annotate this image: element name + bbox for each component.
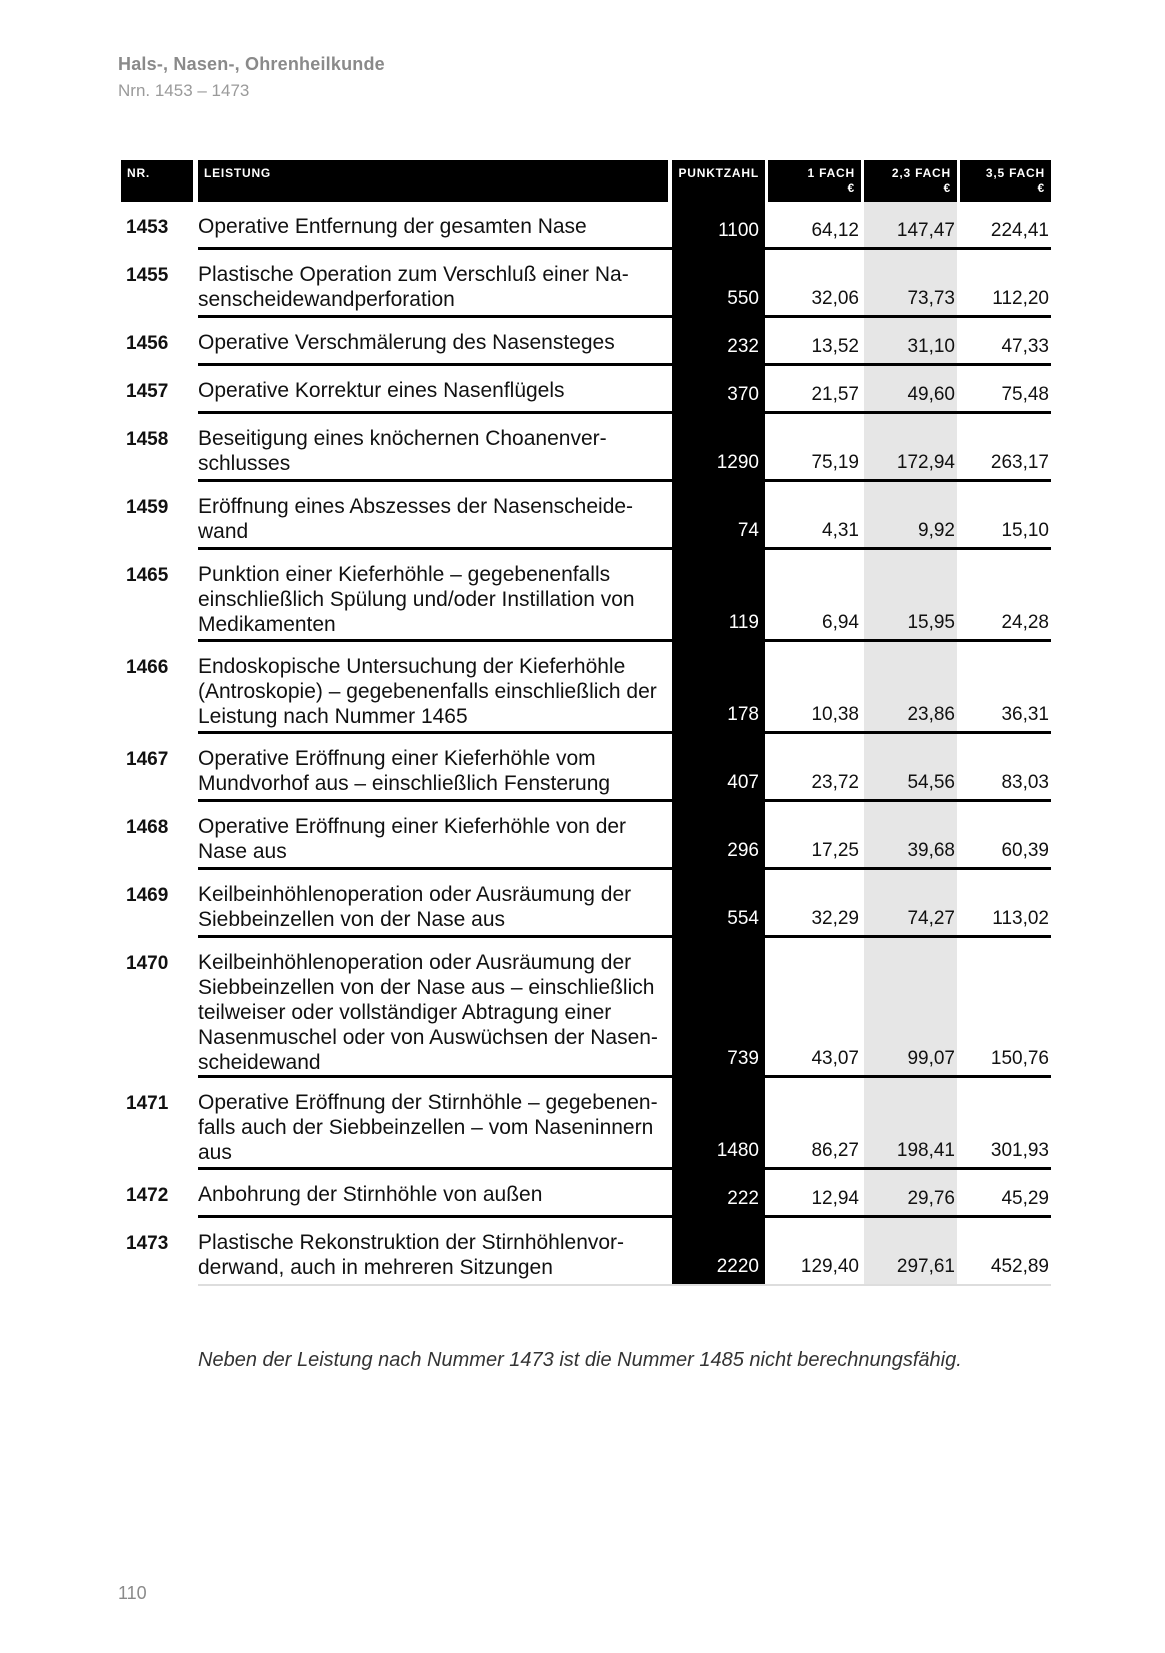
row-fach35-text: 263,17 <box>990 452 1049 473</box>
row-fach23 <box>864 202 957 250</box>
row-nr-text: 1465 <box>126 565 169 586</box>
table-body <box>121 202 1051 1286</box>
row-fach23 <box>864 870 957 938</box>
row-fach35 <box>960 938 1051 1078</box>
table-row <box>121 870 1051 938</box>
table-row <box>121 482 1051 550</box>
table-row <box>121 1078 1051 1170</box>
row-divider <box>198 1284 1051 1286</box>
row-fach1 <box>768 642 861 734</box>
row-punktzahl-text: 739 <box>727 1048 759 1069</box>
row-leistung-text: Operative Eröffnung einer Kieferhöhle von der Nase aus <box>198 815 627 863</box>
row-punktzahl <box>672 414 765 482</box>
row-leistung <box>198 734 668 802</box>
row-nr-text: 1468 <box>126 817 169 838</box>
row-fach35-text: 150,76 <box>990 1048 1049 1069</box>
row-punktzahl-text: 2220 <box>716 1256 759 1277</box>
row-fach1-text: 12,94 <box>811 1188 859 1209</box>
row-fach23 <box>864 414 957 482</box>
row-nr <box>121 642 193 734</box>
row-nr-text: 1453 <box>126 217 169 238</box>
row-fach35-text: 24,28 <box>1001 612 1049 633</box>
row-nr <box>121 938 193 1078</box>
row-nr-text: 1473 <box>126 1233 169 1254</box>
row-fach1 <box>768 366 861 414</box>
row-leistung-text: Plastische Rekonstruktion der Stirnhöhlenvor-derwand, auch in mehreren Sitzungen <box>198 1231 625 1279</box>
row-fach35 <box>960 414 1051 482</box>
row-fach23 <box>864 1170 957 1218</box>
row-leistung <box>198 1078 668 1170</box>
row-nr-text: 1467 <box>126 749 169 770</box>
col-header-fach35-label: 3,5 FACH <box>985 166 1045 180</box>
row-leistung-text: Keilbeinhöhlenoperation oder Ausräumung der Siebbeinzellen von der Nase aus – einschließlich teilweiser oder vollständiger Abtragung einer Nasenmuschel oder von Auswüchsen der Nasen-scheidewand <box>198 951 658 1074</box>
row-nr <box>121 318 193 366</box>
row-fach35 <box>960 1078 1051 1170</box>
row-fach35 <box>960 482 1051 550</box>
row-fach23-text: 297,61 <box>896 1256 955 1277</box>
row-leistung <box>198 642 668 734</box>
row-leistung <box>198 482 668 550</box>
row-punktzahl <box>672 734 765 802</box>
row-nr <box>121 482 193 550</box>
row-fach23 <box>864 250 957 318</box>
col-header-fach1-currency: € <box>847 181 855 195</box>
row-fach23-text: 23,86 <box>907 704 955 725</box>
footnote: Neben der Leistung nach Nummer 1473 ist die Nummer 1485 nicht berechnungsfähig. <box>198 1349 962 1371</box>
row-leistung-text: Operative Korrektur eines Nasenflügels <box>198 379 565 402</box>
row-fach23-text: 39,68 <box>907 840 955 861</box>
row-punktzahl <box>672 938 765 1078</box>
row-leistung-text: Operative Entfernung der gesamten Nase <box>198 215 587 238</box>
col-header-fach35-currency: € <box>1037 181 1045 195</box>
table-row <box>121 250 1051 318</box>
row-fach1-text: 43,07 <box>811 1048 859 1069</box>
number-range: Nrn. 1453 – 1473 <box>118 81 250 100</box>
fee-table <box>121 160 1051 1286</box>
row-leistung <box>198 1218 668 1286</box>
table-row <box>121 550 1051 642</box>
row-punktzahl <box>672 1218 765 1286</box>
row-punktzahl <box>672 870 765 938</box>
row-nr-text: 1456 <box>126 333 169 354</box>
row-fach35-text: 452,89 <box>990 1256 1049 1277</box>
row-nr <box>121 366 193 414</box>
row-fach1-text: 32,06 <box>811 288 859 309</box>
row-fach35-text: 301,93 <box>990 1140 1049 1161</box>
row-fach1 <box>768 414 861 482</box>
row-fach35-text: 224,41 <box>990 220 1049 241</box>
row-fach1 <box>768 318 861 366</box>
row-punktzahl-text: 232 <box>727 336 759 357</box>
row-leistung-text: Operative Eröffnung einer Kieferhöhle vom Mundvorhof aus – einschließlich Fensterung <box>198 747 611 795</box>
row-fach1 <box>768 1078 861 1170</box>
row-fach35 <box>960 366 1051 414</box>
row-leistung-text: Keilbeinhöhlenoperation oder Ausräumung der Siebbeinzellen von der Nase aus <box>198 883 632 931</box>
table-row <box>121 1170 1051 1218</box>
col-header-fach35 <box>960 160 1051 202</box>
row-leistung <box>198 870 668 938</box>
row-leistung <box>198 802 668 870</box>
row-leistung <box>198 318 668 366</box>
row-leistung <box>198 550 668 642</box>
row-fach35 <box>960 1218 1051 1286</box>
row-punktzahl-text: 370 <box>727 384 759 405</box>
row-leistung-text: Plastische Operation zum Verschluß einer Na-senscheidewandperforation <box>198 263 629 311</box>
row-punktzahl <box>672 550 765 642</box>
col-header-nr: NR. <box>121 160 193 202</box>
row-fach23 <box>864 802 957 870</box>
row-fach35 <box>960 550 1051 642</box>
row-fach23-text: 49,60 <box>907 384 955 405</box>
row-nr <box>121 414 193 482</box>
row-fach23 <box>864 1218 957 1286</box>
row-fach23 <box>864 1078 957 1170</box>
page-number: 110 <box>118 1583 147 1603</box>
row-leistung <box>198 250 668 318</box>
row-fach23-text: 9,92 <box>918 520 955 541</box>
row-fach1 <box>768 870 861 938</box>
col-header-fach1-label: 1 FACH <box>807 166 855 180</box>
row-punktzahl <box>672 1078 765 1170</box>
row-nr <box>121 250 193 318</box>
table-row <box>121 938 1051 1078</box>
table-row <box>121 366 1051 414</box>
row-fach35 <box>960 870 1051 938</box>
row-fach35-text: 112,20 <box>992 288 1049 309</box>
row-punktzahl-text: 296 <box>727 840 759 861</box>
row-fach35-text: 113,02 <box>992 908 1049 929</box>
row-punktzahl <box>672 802 765 870</box>
row-fach23-text: 74,27 <box>907 908 955 929</box>
row-fach23-text: 31,10 <box>907 336 955 357</box>
row-fach35 <box>960 734 1051 802</box>
page-header <box>118 54 385 101</box>
row-fach1-text: 75,19 <box>811 452 859 473</box>
row-punktzahl-text: 1290 <box>716 452 759 473</box>
row-leistung <box>198 366 668 414</box>
row-nr-text: 1470 <box>126 953 169 974</box>
row-leistung-text: Anbohrung der Stirnhöhle von außen <box>198 1183 543 1206</box>
row-leistung <box>198 1170 668 1218</box>
row-fach35 <box>960 318 1051 366</box>
row-fach35-text: 45,29 <box>1001 1188 1049 1209</box>
row-fach35-text: 60,39 <box>1001 840 1049 861</box>
row-leistung-text: Operative Eröffnung der Stirnhöhle – gegebenen-falls auch der Siebbeinzellen – vom Naseninnern aus <box>198 1091 658 1164</box>
row-fach35-text: 36,31 <box>1001 704 1049 725</box>
row-fach35 <box>960 250 1051 318</box>
col-header-leistung: LEISTUNG <box>198 160 668 202</box>
row-nr <box>121 550 193 642</box>
row-nr-text: 1459 <box>126 497 169 518</box>
table-row <box>121 734 1051 802</box>
row-nr <box>121 802 193 870</box>
table-row <box>121 414 1051 482</box>
row-leistung <box>198 938 668 1078</box>
row-nr-text: 1471 <box>126 1093 169 1114</box>
row-fach1-text: 23,72 <box>811 772 859 793</box>
row-leistung-text: Punktion einer Kieferhöhle – gegebenenfalls einschließlich Spülung und/oder Instillation von Medikamenten <box>198 563 635 636</box>
table-row <box>121 202 1051 250</box>
row-punktzahl <box>672 482 765 550</box>
row-fach1-text: 129,40 <box>800 1256 859 1277</box>
row-fach1-text: 86,27 <box>811 1140 859 1161</box>
row-fach35-text: 15,10 <box>1001 520 1049 541</box>
table-row <box>121 642 1051 734</box>
row-nr-text: 1469 <box>126 885 169 906</box>
row-leistung-text: Operative Verschmälerung des Nasensteges <box>198 331 615 354</box>
row-punktzahl-text: 119 <box>728 612 759 633</box>
row-punktzahl <box>672 642 765 734</box>
row-nr <box>121 734 193 802</box>
row-punktzahl-text: 550 <box>727 288 759 309</box>
row-punktzahl-text: 222 <box>727 1188 759 1209</box>
row-punktzahl <box>672 202 765 250</box>
row-leistung <box>198 414 668 482</box>
row-fach35 <box>960 202 1051 250</box>
row-punktzahl-text: 1480 <box>716 1140 759 1161</box>
row-fach1-text: 21,57 <box>811 384 859 405</box>
row-fach35-text: 47,33 <box>1001 336 1049 357</box>
row-fach23-text: 147,47 <box>896 220 955 241</box>
row-nr <box>121 1078 193 1170</box>
row-leistung-text: Beseitigung eines knöchernen Choanenver-schlusses <box>198 427 607 475</box>
col-header-fach23-currency: € <box>943 181 951 195</box>
row-nr <box>121 1218 193 1286</box>
row-fach1-text: 13,52 <box>811 336 859 357</box>
row-punktzahl <box>672 1170 765 1218</box>
row-punktzahl-text: 1100 <box>718 220 759 241</box>
row-fach23-text: 99,07 <box>907 1048 955 1069</box>
row-punktzahl <box>672 318 765 366</box>
row-fach1-text: 6,94 <box>822 612 859 633</box>
row-fach1 <box>768 1170 861 1218</box>
row-punktzahl-text: 178 <box>727 704 759 725</box>
row-punktzahl-text: 74 <box>737 520 759 541</box>
row-fach1 <box>768 938 861 1078</box>
col-header-fach23-label: 2,3 FACH <box>891 166 951 180</box>
row-fach23 <box>864 938 957 1078</box>
row-fach1-text: 32,29 <box>811 908 859 929</box>
row-punktzahl <box>672 250 765 318</box>
row-fach35 <box>960 802 1051 870</box>
col-header-punktzahl: PUNKTZAHL <box>672 160 765 202</box>
row-fach23-text: 15,95 <box>907 612 955 633</box>
col-header-fach1 <box>768 160 861 202</box>
row-fach1 <box>768 734 861 802</box>
row-fach23 <box>864 318 957 366</box>
row-fach1 <box>768 250 861 318</box>
row-nr-text: 1455 <box>126 265 169 286</box>
row-fach23-text: 172,94 <box>896 452 955 473</box>
row-fach23 <box>864 482 957 550</box>
table-row <box>121 802 1051 870</box>
row-fach1 <box>768 1218 861 1286</box>
table-header <box>121 160 1051 202</box>
row-fach1-text: 17,25 <box>811 840 859 861</box>
row-fach23-text: 54,56 <box>907 772 955 793</box>
row-punktzahl-text: 407 <box>727 772 759 793</box>
row-fach23-text: 73,73 <box>907 288 955 309</box>
row-fach23 <box>864 366 957 414</box>
row-fach23 <box>864 734 957 802</box>
row-fach35 <box>960 1170 1051 1218</box>
table-row <box>121 1218 1051 1286</box>
row-fach23-text: 29,76 <box>907 1188 955 1209</box>
row-punktzahl-text: 554 <box>727 908 759 929</box>
row-fach1-text: 10,38 <box>811 704 859 725</box>
row-fach35 <box>960 642 1051 734</box>
table-row <box>121 318 1051 366</box>
row-nr-text: 1458 <box>126 429 169 450</box>
row-fach35-text: 75,48 <box>1001 384 1049 405</box>
row-fach1-text: 4,31 <box>822 520 859 541</box>
row-nr-text: 1457 <box>126 381 169 402</box>
row-leistung-text: Endoskopische Untersuchung der Kieferhöhle (Antroskopie) – gegebenenfalls einschließlich der Leistung nach Nummer 1465 <box>198 655 657 728</box>
row-fach1 <box>768 550 861 642</box>
row-fach1 <box>768 482 861 550</box>
row-nr <box>121 870 193 938</box>
row-fach23-text: 198,41 <box>896 1140 955 1161</box>
col-header-fach23 <box>864 160 957 202</box>
row-fach23 <box>864 550 957 642</box>
row-nr-text: 1472 <box>126 1185 169 1206</box>
row-punktzahl <box>672 366 765 414</box>
row-nr <box>121 202 193 250</box>
row-nr-text: 1466 <box>126 657 169 678</box>
row-leistung-text: Eröffnung eines Abszesses der Nasenscheide-wand <box>198 495 634 543</box>
row-nr <box>121 1170 193 1218</box>
row-leistung <box>198 202 668 250</box>
row-fach35-text: 83,03 <box>1001 772 1049 793</box>
row-fach1 <box>768 802 861 870</box>
row-fach1-text: 64,12 <box>811 220 859 241</box>
row-fach23 <box>864 642 957 734</box>
row-fach1 <box>768 202 861 250</box>
section-title: Hals-, Nasen-, Ohrenheilkunde <box>118 54 385 74</box>
